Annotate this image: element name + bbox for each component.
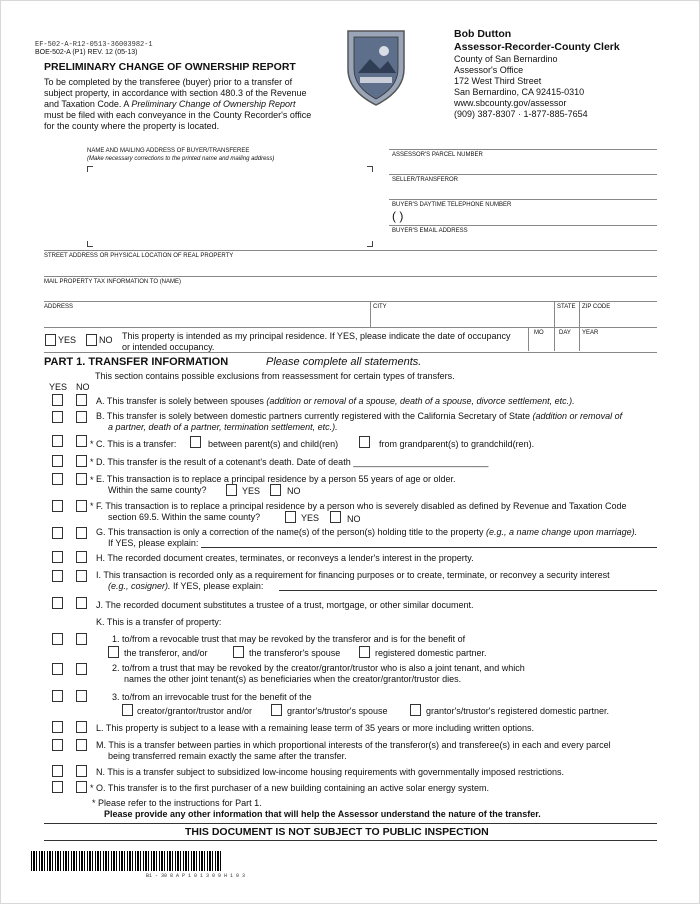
b-yes-checkbox[interactable] xyxy=(52,411,63,423)
email-field[interactable] xyxy=(392,235,654,247)
barcode xyxy=(31,851,221,871)
part1-intro: This section contains possible exclusions from reassessment for certain types of transfers. xyxy=(95,371,455,381)
statement-n: N. This is a transfer subject to subsidized low-income housing requirements with governmentally imposed restrictions. xyxy=(96,767,565,777)
public-inspection-notice: THIS DOCUMENT IS NOT SUBJECT TO PUBLIC INSPECTION xyxy=(185,826,489,838)
e-same-county-yes-checkbox[interactable] xyxy=(226,484,237,496)
statement-d: D. This transfer is the result of a cotenant's death. Date of death ___________________________ xyxy=(96,457,489,467)
k1-yes-checkbox[interactable] xyxy=(52,633,63,645)
assessor-title: Assessor-Recorder-County Clerk xyxy=(454,41,620,53)
a-yes-checkbox[interactable] xyxy=(52,394,63,406)
c-yes-checkbox[interactable] xyxy=(52,435,63,447)
address-corner-br xyxy=(367,241,373,247)
g-yes-checkbox[interactable] xyxy=(52,527,63,539)
form-id: EF-502-A-R12-0513-36003982-1 xyxy=(35,41,153,49)
no-column-header: NO xyxy=(76,382,90,392)
day-label: DAY xyxy=(559,330,571,336)
buyer-note: (Make necessary corrections to the printed name and mailing address) xyxy=(87,156,275,162)
j-no-checkbox[interactable] xyxy=(76,597,87,609)
statement-m: M. This is a transfer between parties in which proportional interests of the transferor(s) and transferee(s) in each and every parcel being transferred remain exactly the same after the transfer. xyxy=(96,740,611,761)
k1-transferor-checkbox[interactable] xyxy=(108,646,119,658)
o-yes-checkbox[interactable] xyxy=(52,781,63,793)
statement-f: F. This transaction is to replace a principal residence by a person who is severely disabled as defined by Revenue and Taxation Code section 69.5. Within the same county? xyxy=(96,501,627,522)
j-yes-checkbox[interactable] xyxy=(52,597,63,609)
principal-residence-text: This property is intended as my principal residence. If YES, please indicate the date of occupancy or intended occupancy. xyxy=(122,331,511,352)
intro-text: To be completed by the transferee (buyer) prior to a transfer of subject property, in accordance with section 480.3 of the Revenue and Taxation Code. A Preliminary Change of Ownership Report must be filed with each conveyance in the County Recorder's office for the county where the property is located. xyxy=(44,77,312,131)
mo-label: MO xyxy=(534,330,544,336)
form-title: PRELIMINARY CHANGE OF OWNERSHIP REPORT xyxy=(44,61,296,73)
k2-no-checkbox[interactable] xyxy=(76,663,87,675)
city-label: CITY xyxy=(373,304,387,310)
k1-partner-checkbox[interactable] xyxy=(359,646,370,658)
statement-k3: 3. to/from an irrevocable trust for the benefit of the xyxy=(112,692,312,702)
yes-column-header: YES xyxy=(49,382,68,392)
statement-a: A. This transfer is solely between spouses (addition or removal of a spouse, death of a spouse, divorce settlement, etc.). xyxy=(96,396,575,406)
phone-field[interactable]: ( ) xyxy=(392,209,404,223)
form-revision: BOE-502-A (P1) REV. 12 (05-13) xyxy=(35,49,138,56)
i-no-checkbox[interactable] xyxy=(76,570,87,582)
c-grandparent-checkbox[interactable] xyxy=(359,436,370,448)
apn-label: ASSESSOR'S PARCEL NUMBER xyxy=(392,152,483,158)
n-no-checkbox[interactable] xyxy=(76,765,87,777)
assessor-block: Bob Dutton Assessor-Recorder-County Clerk County of San Bernardino Assessor's Office 172 West Third Street San Bernardino, CA 92415-0310 www.sbcounty.gov/assessor (909) 387-8307 · 1-877-885-7654 xyxy=(454,28,694,120)
h-yes-checkbox[interactable] xyxy=(52,551,63,563)
statement-j: J. The recorded document substitutes a trustee of a trust, mortgage, or other similar document. xyxy=(96,600,474,610)
statement-k: K. This is a transfer of property: xyxy=(96,617,222,627)
statement-g: G. This transaction is only a correction of the name(s) of the person(s) holding title to the property (e.g., a name change upon marriage). If YES, please explain: xyxy=(96,527,638,548)
statement-e: E. This transaction is to replace a principal residence by a person 55 years of age or older. Within the same county? xyxy=(96,474,456,495)
k1-no-checkbox[interactable] xyxy=(76,633,87,645)
f-no-checkbox[interactable] xyxy=(76,500,87,512)
assessor-website: www.sbcounty.gov/assessor xyxy=(454,98,567,108)
i-yes-checkbox[interactable] xyxy=(52,570,63,582)
d-no-checkbox[interactable] xyxy=(76,455,87,467)
h-no-checkbox[interactable] xyxy=(76,551,87,563)
statement-l: L. This property is subject to a lease with a remaining lease term of 35 years or more including written options. xyxy=(96,723,535,733)
o-no-checkbox[interactable] xyxy=(76,781,87,793)
e-same-county-no-checkbox[interactable] xyxy=(270,484,281,496)
address-corner-tl xyxy=(87,166,93,172)
k2-yes-checkbox[interactable] xyxy=(52,663,63,675)
statement-k1: 1. to/from a revocable trust that may be revoked by the transferor and is for the benefit of xyxy=(112,634,466,644)
k3-partner-checkbox[interactable] xyxy=(410,704,421,716)
d-yes-checkbox[interactable] xyxy=(52,455,63,467)
assessor-phone: (909) 387-8307 · 1-877-885-7654 xyxy=(454,109,588,119)
e-no-checkbox[interactable] xyxy=(76,473,87,485)
assessor-name: Bob Dutton xyxy=(454,28,512,40)
f-same-county-yes-checkbox[interactable] xyxy=(285,511,296,523)
part1-subtitle: Please complete all statements. xyxy=(266,356,422,368)
buyer-address-field[interactable] xyxy=(96,173,361,237)
year-label: YEAR xyxy=(582,330,599,336)
a-no-checkbox[interactable] xyxy=(76,394,87,406)
part1-title: PART 1. TRANSFER INFORMATION xyxy=(44,356,229,368)
f-same-county-no-checkbox[interactable] xyxy=(330,511,341,523)
barcode-text: B1 - 30 8 A P 1 0 1 3 0 9 H 1 0 3 xyxy=(146,873,246,879)
mail-label: MAIL PROPERTY TAX INFORMATION TO (NAME) xyxy=(44,279,182,285)
apn-field[interactable] xyxy=(392,159,654,173)
address-corner-bl xyxy=(87,241,93,247)
statement-o: O. This transfer is to the first purchaser of a new building containing an active solar energy system. xyxy=(96,783,490,793)
statement-b: B. This transfer is solely between domestic partners currently registered with the California Secretary of State (addition or removal of a partner, death of a partner, termination settlement, etc.). xyxy=(96,411,623,432)
statement-c: C. This is a transfer: xyxy=(96,439,177,449)
c-no-checkbox[interactable] xyxy=(76,435,87,447)
street-label: STREET ADDRESS OR PHYSICAL LOCATION OF REAL PROPERTY xyxy=(44,253,234,259)
statement-k2: 2. to/from a trust that may be revoked by the creator/grantor/trustor who is also a joint tenant, and which names the other joint tenant(s) as beneficiaries when the creator/grantor/trustor dies. xyxy=(112,663,525,684)
b-no-checkbox[interactable] xyxy=(76,411,87,423)
k3-no-checkbox[interactable] xyxy=(76,690,87,702)
state-label: STATE xyxy=(557,304,576,310)
email-label: BUYER'S EMAIL ADDRESS xyxy=(392,228,468,234)
m-no-checkbox[interactable] xyxy=(76,739,87,751)
mail-name-field[interactable] xyxy=(44,286,657,300)
k3-spouse-checkbox[interactable] xyxy=(271,704,282,716)
k3-yes-checkbox[interactable] xyxy=(52,690,63,702)
statement-h: H. The recorded document creates, terminates, or reconveys a lender's interest in the property. xyxy=(96,553,474,563)
address-corner-tr xyxy=(367,166,373,172)
seller-field[interactable] xyxy=(392,184,654,198)
county-seal xyxy=(344,29,408,107)
e-yes-checkbox[interactable] xyxy=(52,473,63,485)
l-no-checkbox[interactable] xyxy=(76,721,87,733)
zip-label: ZIP CODE xyxy=(582,304,611,310)
statement-i: I. This transaction is recorded only as a requirement for financing purposes or to create, terminate, or reconvey a security interest (e.g., cosigner). If YES, please explain: xyxy=(96,570,610,591)
principal-no-checkbox[interactable] xyxy=(86,334,97,346)
principal-yes-checkbox[interactable] xyxy=(45,334,56,346)
l-yes-checkbox[interactable] xyxy=(52,721,63,733)
phone-label: BUYER'S DAYTIME TELEPHONE NUMBER xyxy=(392,202,512,208)
buyer-label: NAME AND MAILING ADDRESS OF BUYER/TRANSFEREE xyxy=(87,148,250,154)
address-label: ADDRESS xyxy=(44,304,74,310)
m-yes-checkbox[interactable] xyxy=(52,739,63,751)
seller-label: SELLER/TRANSFEROR xyxy=(392,177,459,183)
street-field[interactable] xyxy=(44,260,657,274)
form-page: EF-502-A-R12-0513-36003982-1 BOE-502-A (P1) REV. 12 (05-13) PRELIMINARY CHANGE OF OWNERSHIP REPORT To be completed by the transferee (buyer) prior to a transfer of subject property, in accordance with section 480.3 of the Revenue and Taxation Code. A Preliminary Change of Ownership Report must be filed with each conveyance in the County Recorder's office for the county where the property is located. Bob Dutton Assessor-Recorder-County Clerk County of San Bernardino Assessor's Office 172 West Third Street San Bernardino, CA 92415-0310 www.sbcounty.gov/assessor (909) 387-8307 · 1-877-885-7654 NAME AND MAILING ADDRESS OF BUYER/TRANSFEREE (Make necessary corrections to the printed name and mailing address) ASSESSOR'S PARCEL NUMBER SELLER/TRANSFEROR BUYER'S DAYTIME TELEPHONE NUMBER ( ) BUYER'S EMAIL ADDRESS STREET ADDRESS OR PHYSICAL LOCATION OF REAL PROPERTY MAIL PROPERTY TAX INFORMATION TO (NAME) ADDRESS CITY STATE ZIP CODE YES NO This property is intended as my principal residence. If YES, please indicate the date of occupancy or intended occupancy. MO DAY YEAR PART 1. TRANSFER INFORMATION Please complete all statements. This section contains possible exclusions from reassessment for certain types of transfers. YES NO A. This transfer is solely between spouses (addition or removal of a spouse, death of a spouse, divorce settlement, etc.). B. This transfer is solely between domestic partners currently registered with the California Secretary of State (addition or removal of a partner, death of a partner, termination settlement, etc.). * C. This is a transfer: between parent(s) and child(ren) from grandparent(s) to grandchild(ren). * D. This transfer is the result of a cotenant's death. Date of death ___________________________ * E. This transaction is to replace a principal residence by a person 55 years of age or older. Within the same county? YES NO * F. This transaction is to replace a principal residence by a person who is severely disabled as defined by Revenue and Taxation Code section 69.5. Within the same county? YES NO G. This transaction is only a correction of the name(s) of the person(s) holding title to the property (e.g., a name change upon marriage). If YES, please explain: H. The recorded document creates, terminates, or reconveys a lender's interest in the property. I. This transaction is recorded only as a requirement for financing purposes or to create, terminate, or reconvey a security interest (e.g., cosigner). If YES, please explain: J. The recorded document substitutes a trustee of a trust, mortgage, or other similar document. K. This is a transfer of property: 1. to/from a revocable trust that may be revoked by the transferor and is for the benefit of the transferor, and/or the transferor's spouse registered domestic partner. 2. to/from a trust that may be revoked by the creator/grantor/trustor who is also a joint tenant, and which names the other joint tenant(s) as beneficiaries when the creator/grantor/trustor dies. 3. to/from an irrevocable trust for the benefit of the creator/grantor/trustor and/or grantor's/trustor's spouse grantor's/trustor's registered domestic partner. L. This property is subject to a lease with a remaining lease term of 35 years or more including written options. M. This is a transfer between parties in which proportional interests of the transferor(s) and transferee(s) in each and every parcel being transferred remain exactly the same after the transfer. N. This is a transfer subject to subsidized low-income housing requirements with governmentally imposed restrictions. * O. This transfer is to the first purchaser of a new building containing an active solar energy system. * Please refer to the instructions for Part 1. Please provide any other information that will help the Assessor understand the nature of the transfer. THIS DOCUMENT IS NOT SUBJECT TO PUBLIC INSPECTION B1 - 30 8 A P 1 0 1 3 0 9 H 1 0 3 xyxy=(0,0,700,904)
k3-creator-checkbox[interactable] xyxy=(122,704,133,716)
n-yes-checkbox[interactable] xyxy=(52,765,63,777)
c-parent-child-checkbox[interactable] xyxy=(190,436,201,448)
footnote: * Please refer to the instructions for Part 1. xyxy=(92,798,262,808)
footnote-bold: Please provide any other information that will help the Assessor understand the nature of the transfer. xyxy=(104,809,541,819)
g-no-checkbox[interactable] xyxy=(76,527,87,539)
f-yes-checkbox[interactable] xyxy=(52,500,63,512)
k1-spouse-checkbox[interactable] xyxy=(233,646,244,658)
